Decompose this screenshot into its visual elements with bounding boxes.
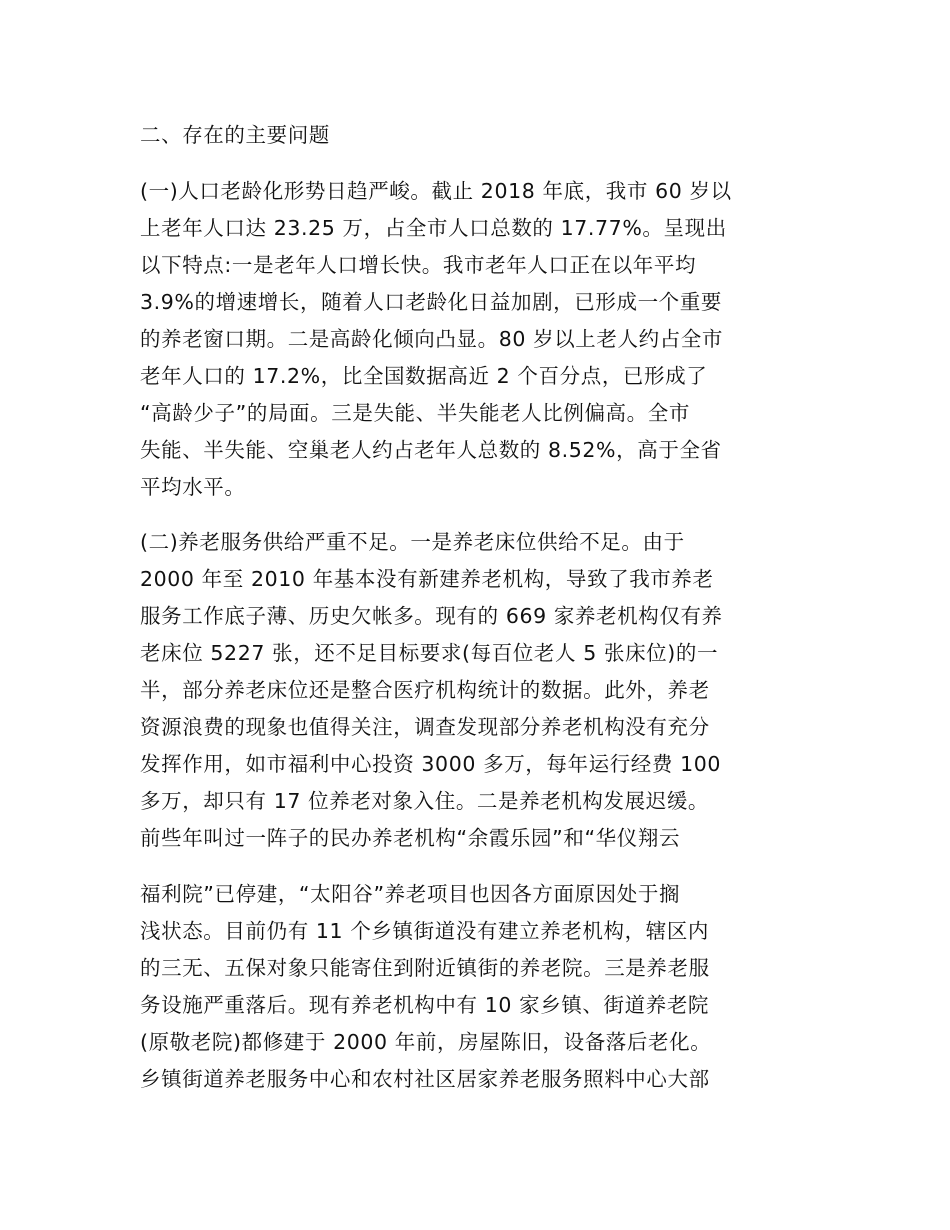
paragraph-1-line: (一)人口老龄化形势日趋严峻。截止 2018 年底，我市 60 岁以: [140, 179, 732, 203]
paragraph-3-line: 乡镇街道养老服务中心和农村社区居家养老服务照料中心大部: [140, 1067, 710, 1091]
paragraph-1-line: “高龄少子”的局面。三是失能、半失能老人比例偏高。全市: [140, 401, 690, 425]
paragraph-1-line: 以下特点:一是老年人口增长快。我市老年人口正在以年平均: [140, 253, 697, 277]
paragraph-1-line: 的养老窗口期。二是高龄化倾向凸显。80 岁以上老人约占全市: [140, 327, 723, 351]
paragraph-3-line: 务设施严重落后。现有养老机构中有 10 家乡镇、街道养老院: [140, 993, 710, 1017]
paragraph-2-line: 发挥作用，如市福利中心投资 3000 多万，每年运行经费 100: [140, 752, 722, 776]
paragraph-1-line: 平均水平。: [140, 475, 246, 499]
paragraph-1-line: 老年人口的 17.2%，比全国数据高近 2 个百分点，已形成了: [140, 364, 708, 388]
paragraph-2-line: 半，部分养老床位还是整合医疗机构统计的数据。此外，养老: [140, 678, 710, 702]
paragraph-1-line: 上老年人口达 23.25 万，占全市人口总数的 17.77%。呈现出: [140, 216, 727, 240]
paragraph-2-line: (二)养老服务供给严重不足。一是养老床位供给不足。由于: [140, 530, 685, 554]
section-heading: 二、存在的主要问题: [140, 123, 330, 147]
paragraph-3-line: 的三无、五保对象只能寄住到附近镇街的养老院。三是养老服: [140, 956, 710, 980]
paragraph-3-line: 福利院”已停建，“太阳谷”养老项目也因各方面原因处于搁: [140, 882, 681, 906]
paragraph-1-line: 3.9%的增速增长，随着人口老龄化日益加剧，已形成一个重要: [140, 290, 722, 314]
paragraph-2-line: 资源浪费的现象也值得关注，调查发现部分养老机构没有充分: [140, 715, 710, 739]
paragraph-3-line: 浅状态。目前仍有 11 个乡镇街道没有建立养老机构，辖区内: [140, 919, 710, 943]
paragraph-2-line: 多万，却只有 17 位养老对象入住。二是养老机构发展迟缓。: [140, 789, 710, 813]
paragraph-3-line: (原敬老院)都修建于 2000 年前，房屋陈旧，设备落后老化。: [140, 1030, 712, 1054]
paragraph-1-line: 失能、半失能、空巢老人约占老年人总数的 8.52%，高于全省: [140, 438, 722, 462]
paragraph-2-line: 老床位 5227 张，还不足目标要求(每百位老人 5 张床位)的一: [140, 641, 719, 665]
paragraph-2-line: 前些年叫过一阵子的民办养老机构“余霞乐园”和“华仪翔云: [140, 826, 681, 850]
paragraph-2-line: 2000 年至 2010 年基本没有新建养老机构，导致了我市养老: [140, 567, 714, 591]
paragraph-2-line: 服务工作底子薄、历史欠帐多。现有的 669 家养老机构仅有养: [140, 604, 723, 628]
